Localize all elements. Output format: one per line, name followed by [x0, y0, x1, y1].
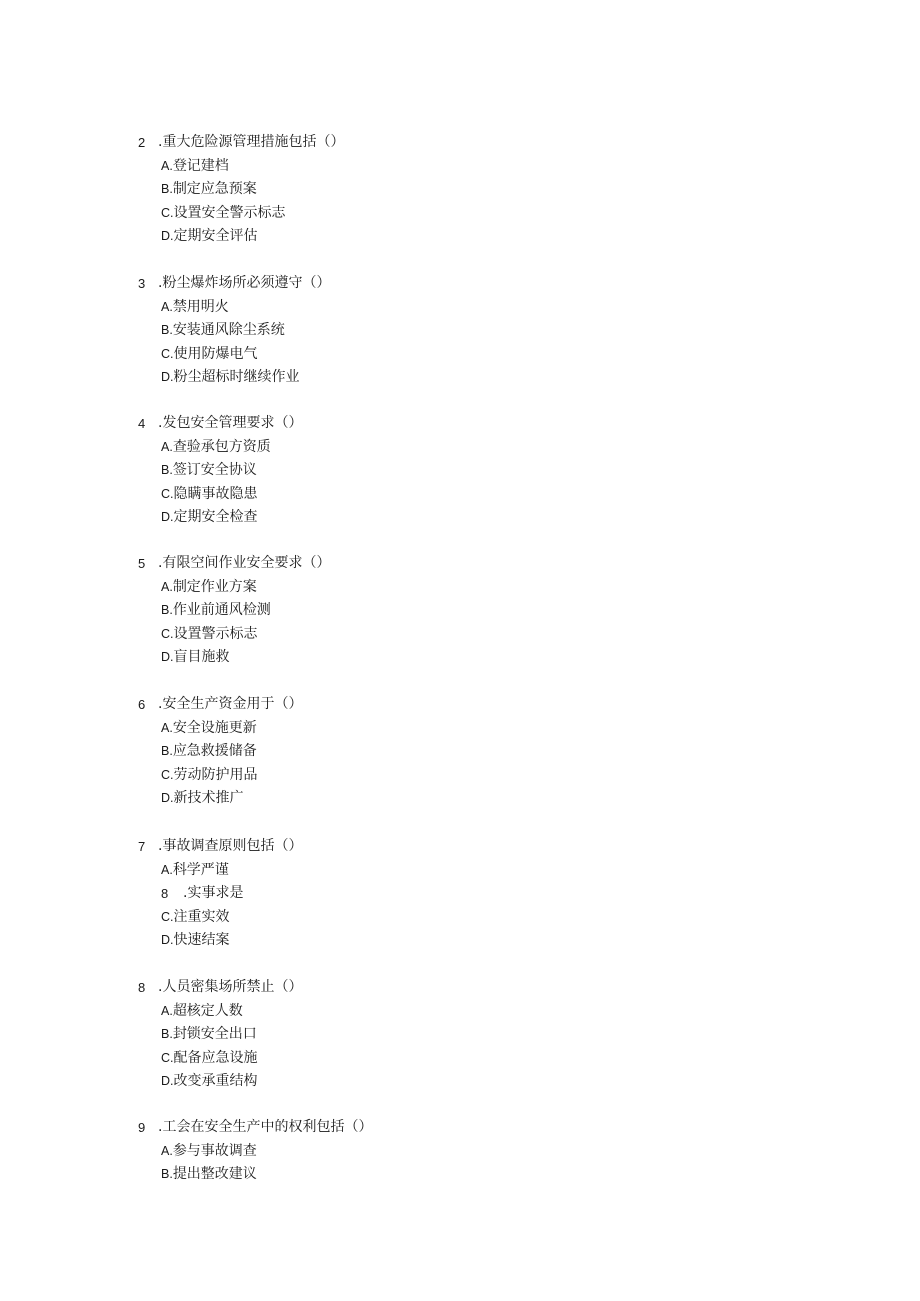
option-text: 制定作业方案: [172, 578, 257, 595]
option-letter: D.: [161, 650, 174, 664]
option-text: 作业前通风检测: [172, 602, 271, 618]
question-8: [138, 976, 738, 1094]
option-d: [138, 787, 738, 811]
option-number: 8: [161, 886, 169, 901]
option-text: 快速结案: [173, 932, 230, 948]
question-number: 3: [138, 276, 146, 291]
option-letter: D.: [161, 791, 174, 805]
option-text: 粉尘超标时继续作业: [173, 369, 300, 385]
option-text: 注重实效: [173, 908, 230, 925]
question-stem: [138, 272, 738, 296]
question-text: .事故调查原则包括（）: [158, 838, 303, 854]
option-text: 安全设施更新: [172, 719, 257, 736]
option-letter: D.: [161, 370, 174, 384]
option-letter: B.: [161, 323, 173, 337]
option-letter: D.: [161, 510, 174, 524]
question-text: .粉尘爆炸场所必须遵守（）: [158, 275, 331, 291]
option-a: [138, 576, 738, 600]
question-7: [138, 835, 738, 953]
option-letter: A.: [161, 439, 173, 454]
option-letter: D.: [161, 1074, 174, 1088]
option-letter: A.: [161, 158, 173, 173]
question-stem: [138, 835, 738, 859]
question-stem: [138, 976, 738, 1000]
option-text: 提出整改建议: [172, 1166, 257, 1182]
question-stem: [138, 552, 738, 576]
option-letter: C.: [161, 767, 174, 782]
option-letter: C.: [161, 346, 174, 361]
question-4: [138, 412, 738, 530]
option-b: [138, 459, 738, 483]
question-number: 5: [138, 556, 146, 571]
option-text: 封锁安全出口: [172, 1026, 257, 1042]
option-d: [138, 929, 738, 953]
option-text: 定期安全检查: [173, 509, 258, 525]
question-text: .工会在安全生产中的权利包括（）: [158, 1119, 373, 1135]
question-text: .人员密集场所禁止（）: [158, 979, 303, 995]
option-b: [138, 1023, 738, 1047]
option-d: [138, 646, 738, 670]
option-letter: B.: [161, 1027, 173, 1041]
question-stem: [138, 693, 738, 717]
option-d: [138, 1070, 738, 1094]
option-d: [138, 366, 738, 390]
question-text: .发包安全管理要求（）: [158, 415, 303, 431]
option-c: [138, 1047, 738, 1071]
option-a: [138, 436, 738, 460]
option-a: [138, 859, 738, 883]
option-letter: A.: [161, 579, 173, 594]
option-text: 制定应急预案: [172, 181, 257, 197]
option-letter: C.: [161, 486, 174, 501]
option-letter: A.: [161, 299, 173, 314]
option-letter: C.: [161, 1050, 174, 1065]
option-text: 新技术推广: [173, 790, 244, 806]
option-text: 查验承包方资质: [172, 438, 271, 455]
question-stem: [138, 1116, 738, 1140]
option-letter: C.: [161, 909, 174, 924]
option-letter: B.: [161, 1167, 173, 1181]
option-text: 签订安全协议: [172, 462, 257, 478]
option-b: [138, 740, 738, 764]
option-letter: A.: [161, 1143, 173, 1158]
question-6: [138, 693, 738, 811]
option-text: 定期安全评估: [173, 228, 258, 244]
option-a: [138, 1000, 738, 1024]
option-text: .实事求是: [183, 885, 244, 901]
question-number: 7: [138, 839, 146, 854]
option-text: 禁用明火: [172, 298, 229, 315]
option-text: 盲目施救: [173, 649, 230, 665]
question-3: [138, 272, 738, 390]
option-c: [138, 623, 738, 647]
option-text: 登记建档: [172, 157, 229, 174]
option-letter: A.: [161, 862, 173, 877]
question-stem: [138, 412, 738, 436]
option-letter: B.: [161, 603, 173, 617]
question-number: 2: [138, 135, 146, 150]
option-letter: B.: [161, 744, 173, 758]
option-b-misnumbered: [138, 882, 738, 906]
question-number: 6: [138, 697, 146, 712]
question-number: 8: [138, 980, 146, 995]
option-text: 应急救援储备: [172, 743, 257, 759]
option-letter: B.: [161, 463, 173, 477]
option-b: [138, 599, 738, 623]
option-a: [138, 1140, 738, 1164]
question-5: [138, 552, 738, 670]
option-text: 参与事故调查: [172, 1142, 257, 1159]
option-text: 隐瞒事故隐患: [173, 485, 258, 502]
option-b: [138, 319, 738, 343]
option-d: [138, 225, 738, 249]
option-c: [138, 764, 738, 788]
option-a: [138, 155, 738, 179]
option-letter: C.: [161, 205, 174, 220]
option-a: [138, 717, 738, 741]
option-text: 改变承重结构: [173, 1073, 258, 1089]
option-text: 配备应急设施: [173, 1049, 258, 1066]
option-letter: B.: [161, 182, 173, 196]
option-c: [138, 202, 738, 226]
option-text: 设置警示标志: [173, 625, 258, 642]
option-b: [138, 1163, 738, 1187]
option-text: 设置安全警示标志: [173, 204, 286, 221]
option-letter: D.: [161, 229, 174, 243]
option-letter: D.: [161, 933, 174, 947]
option-d: [138, 506, 738, 530]
question-number: 4: [138, 416, 146, 431]
option-text: 科学严谨: [172, 861, 229, 878]
question-text: .重大危险源管理措施包括（）: [158, 134, 345, 150]
question-stem: [138, 131, 738, 155]
option-text: 使用防爆电气: [173, 345, 258, 362]
option-text: 超核定人数: [172, 1002, 243, 1019]
option-c: [138, 343, 738, 367]
option-text: 安装通风除尘系统: [172, 322, 285, 338]
option-c: [138, 483, 738, 507]
option-letter: A.: [161, 720, 173, 735]
option-letter: A.: [161, 1003, 173, 1018]
option-c: [138, 906, 738, 930]
question-number: 9: [138, 1120, 146, 1135]
option-a: [138, 296, 738, 320]
question-text: .有限空间作业安全要求（）: [158, 555, 331, 571]
option-text: 劳动防护用品: [173, 766, 258, 783]
option-b: [138, 178, 738, 202]
question-text: .安全生产资金用于（）: [158, 696, 303, 712]
question-2: [138, 131, 738, 249]
option-letter: C.: [161, 626, 174, 641]
question-9: [138, 1116, 738, 1187]
